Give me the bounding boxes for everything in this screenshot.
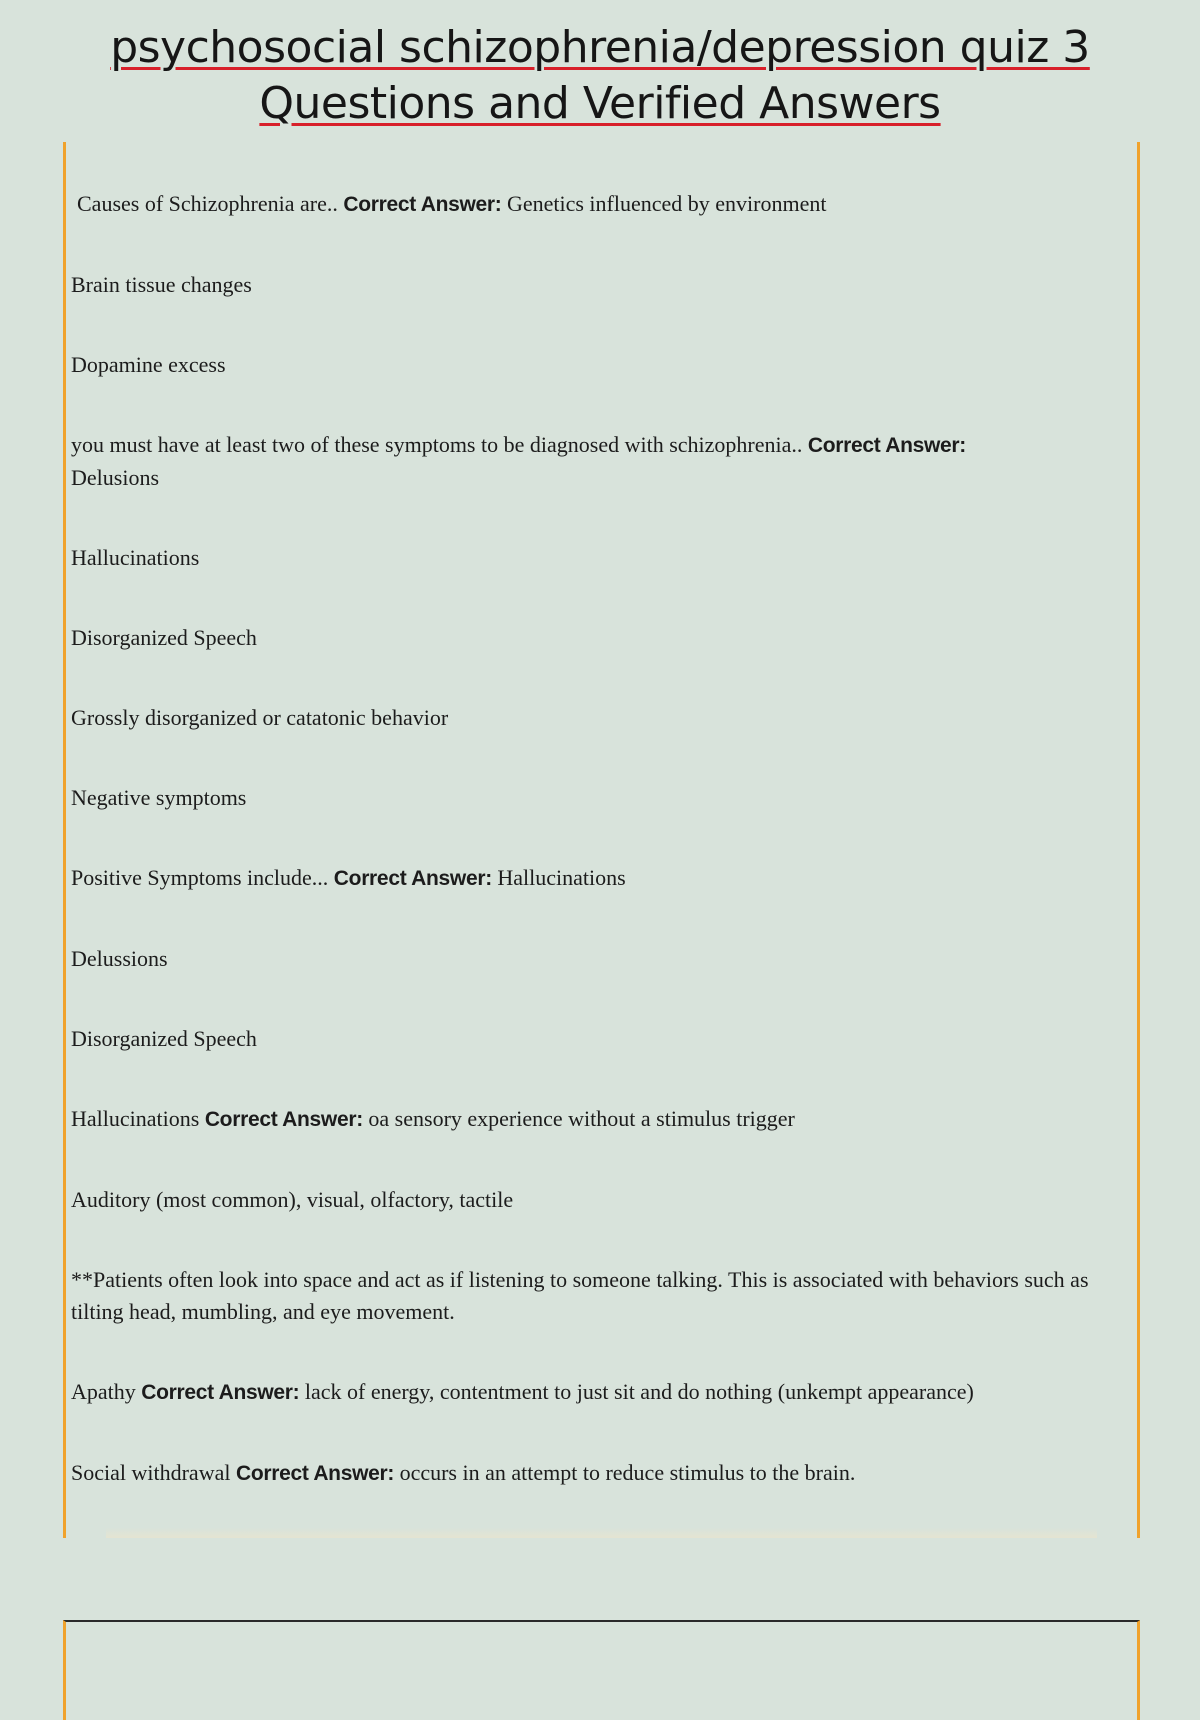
correct-answer-label: Correct Answer:	[807, 434, 966, 457]
question-text: Positive Symptoms include...	[71, 865, 329, 890]
next-page-frame	[63, 1620, 1140, 1720]
content-frame	[63, 142, 1140, 1538]
qa-item	[71, 862, 1131, 895]
document-title	[0, 20, 1200, 132]
qa-item: Negative symptoms	[71, 785, 247, 810]
correct-answer-label: Correct Answer:	[204, 1108, 363, 1131]
qa-item: Hallucinations	[71, 545, 200, 570]
title-line-1: psychosocial schizophrenia/depression quiz 3	[110, 22, 1090, 73]
question-text: Social withdrawal	[71, 1460, 231, 1485]
qa-list	[71, 188, 1131, 1538]
qa-item	[71, 1457, 1131, 1490]
qa-item: Brain tissue changes	[71, 272, 252, 297]
frame-bottom-edge	[106, 1528, 1097, 1538]
answer-text: Hallucinations	[497, 865, 626, 890]
answer-text: lack of energy, contentment to just sit and do nothing (unkempt appearance)	[304, 1379, 974, 1404]
qa-item: Grossly disorganized or catatonic behavior	[71, 705, 449, 730]
qa-item	[71, 1376, 1131, 1409]
qa-item: Disorganized Speech	[71, 1026, 257, 1051]
correct-answer-label: Correct Answer:	[333, 867, 492, 890]
qa-item: **Patients often look into space and act as if listening to someone talking. This is associated with behaviors such as tilting head, mumbling, and eye movement.	[71, 1267, 1089, 1324]
qa-item	[71, 188, 1131, 221]
correct-answer-label: Correct Answer:	[235, 1462, 395, 1485]
question-text: Hallucinations	[71, 1106, 200, 1131]
qa-item	[71, 429, 1131, 494]
correct-answer-label: Correct Answer:	[343, 193, 502, 216]
qa-item: Delussions	[71, 946, 168, 971]
qa-item: Dopamine excess	[71, 352, 226, 377]
qa-item: Disorganized Speech	[71, 625, 257, 650]
question-text: you must have at least two of these symptoms to be diagnosed with schizophrenia..	[71, 432, 803, 457]
qa-item	[71, 1103, 1131, 1136]
answer-text: oa sensory experience without a stimulus trigger	[368, 1106, 795, 1131]
qa-item: Auditory (most common), visual, olfactory, tactile	[71, 1187, 514, 1212]
title-line-2: Questions and Verified Answers	[259, 78, 941, 129]
answer-text: Genetics influenced by environment	[506, 191, 827, 216]
answer-text: occurs in an attempt to reduce stimulus to the brain.	[399, 1460, 856, 1485]
answer-text: Delusions	[71, 465, 159, 490]
question-text: Apathy	[71, 1379, 136, 1404]
question-text: Causes of Schizophrenia are..	[77, 191, 338, 216]
correct-answer-label: Correct Answer:	[141, 1381, 300, 1404]
